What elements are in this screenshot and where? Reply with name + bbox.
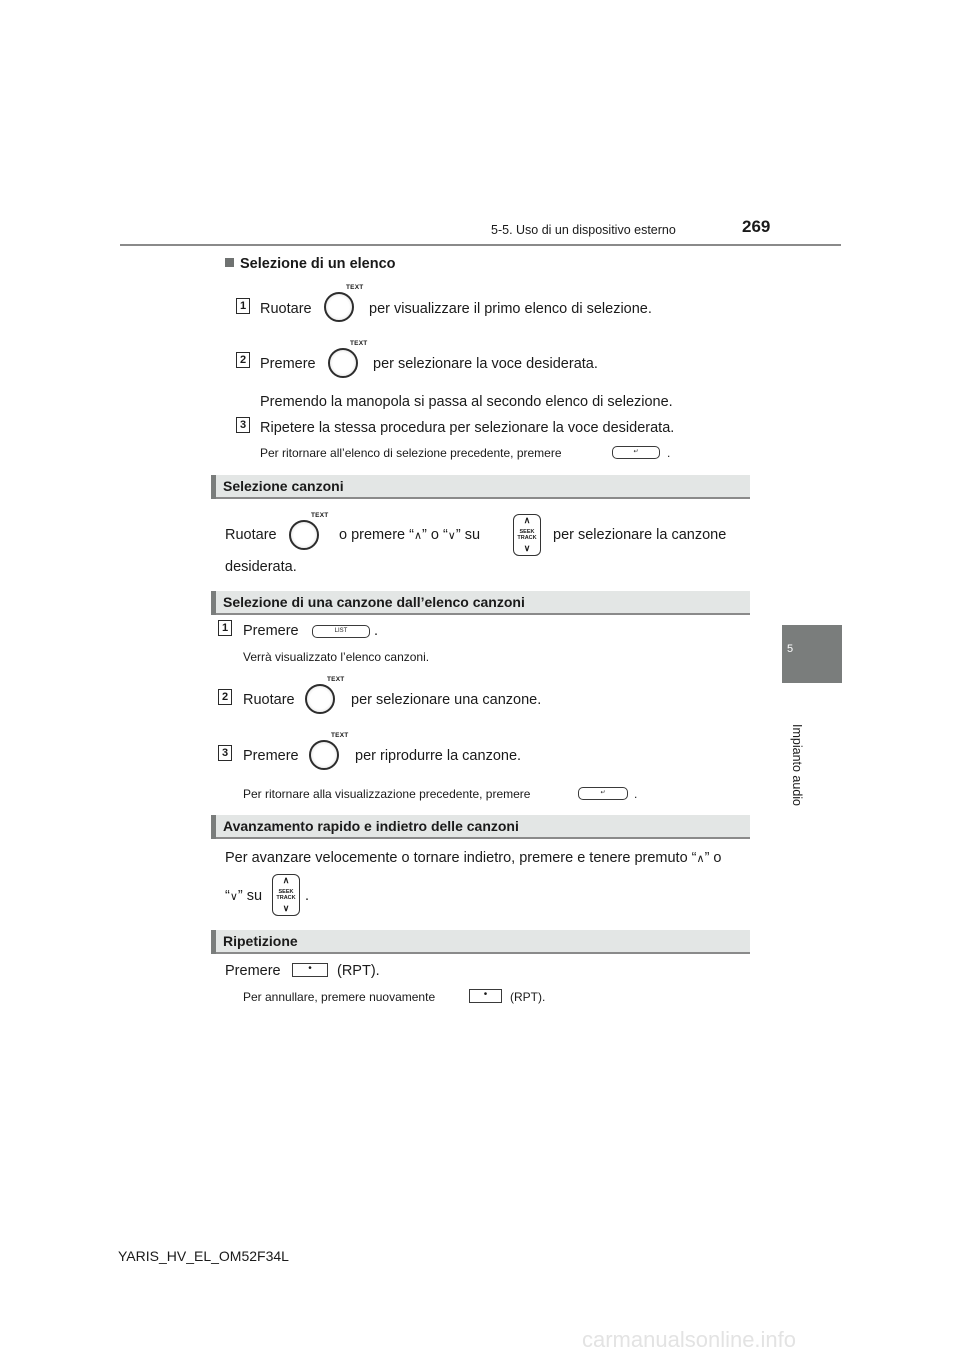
note-text-post: (RPT). (510, 990, 546, 1004)
seek-track-button-icon: ∧ SEEK TRACK ∨ (513, 514, 541, 556)
text-knob-icon: TEXT (324, 292, 354, 322)
note-text-post: . (667, 446, 671, 460)
step-extra-text: Premendo la manopola si passa al secondo elenco di selezione. (260, 394, 673, 410)
body-text-post: (RPT). (337, 963, 380, 979)
up-caret-icon: ∧ (413, 530, 423, 542)
list-button-icon: LIST (312, 625, 370, 638)
body-text: Per avanzare velocemente o tornare indietro, premere e tenere premuto “∧” o (225, 850, 722, 866)
step-number: 2 (218, 689, 232, 705)
note-text-pre: Per ritornare alla visualizzazione precedente, premere (243, 787, 531, 801)
section-band (211, 930, 750, 954)
body-text: . (305, 888, 310, 904)
note-text-pre: Per annullare, premere nuovamente (243, 990, 436, 1004)
document-id: YARIS_HV_EL_OM52F34L (118, 1248, 289, 1264)
step-number: 3 (218, 745, 232, 761)
note-text-post: . (634, 787, 638, 801)
note-text-pre: Per ritornare all’elenco di selezione precedente, premere (260, 446, 562, 460)
section-band (211, 591, 750, 615)
section-band-title: Selezione di una canzone dall’elenco canzoni (223, 594, 525, 610)
text-knob-icon: TEXT (309, 740, 339, 770)
note-text: Verrà visualizzato l’elenco canzoni. (243, 650, 430, 664)
section-band (211, 475, 750, 499)
step-text-pre: Ruotare (243, 692, 295, 708)
step-text-pre: Premere (243, 623, 299, 639)
chapter-number: 5 (787, 643, 794, 655)
section-title: 5-5. Uso di un dispositivo esterno (491, 223, 676, 237)
body-text: desiderata. (225, 559, 297, 575)
section-band-title: Ripetizione (223, 933, 298, 949)
step-number: 2 (236, 352, 250, 368)
text-knob-icon: TEXT (328, 348, 358, 378)
body-text-pre: Premere (225, 963, 281, 979)
text-knob-icon: TEXT (305, 684, 335, 714)
seek-track-button-icon: ∧ SEEK TRACK ∨ (272, 874, 300, 916)
rpt-button-icon: • (469, 989, 502, 1003)
body-text: per selezionare la canzone (553, 527, 727, 543)
step-text-pre: Premere (260, 356, 316, 372)
section-band-title: Avanzamento rapido e indietro delle canzoni (223, 818, 519, 834)
step-number: 3 (236, 417, 250, 433)
page-number: 269 (742, 217, 771, 236)
step-text-pre: Ruotare (260, 301, 312, 317)
text-knob-icon: TEXT (289, 520, 319, 550)
section-band (211, 815, 750, 839)
step-number: 1 (218, 620, 232, 636)
body-text: “∨” su (225, 888, 263, 904)
down-caret-icon: ∨ (447, 530, 456, 542)
up-caret-icon: ∧ (696, 853, 705, 865)
chapter-title: Impianto audio (790, 724, 804, 807)
step-text-post: per selezionare la voce desiderata. (373, 356, 598, 372)
step-text-pre: Premere (243, 748, 299, 764)
step-text-post: . (374, 623, 379, 639)
back-button-icon: ↵ (578, 787, 628, 800)
step-number: 1 (236, 298, 250, 314)
step-text-post: per selezionare una canzone. (351, 692, 542, 708)
watermark-site: carmanualsonline.info (582, 1327, 797, 1352)
square-bullet-icon (225, 258, 234, 267)
header-rule (120, 244, 841, 246)
body-text: o premere “∧” o “∨” su (339, 527, 481, 543)
section-band-title: Selezione canzoni (223, 478, 344, 494)
step-text-post: per riprodurre la canzone. (355, 748, 522, 764)
step-text: Ripetere la stessa procedura per selezionare la voce desiderata. (260, 420, 675, 436)
body-text: Ruotare (225, 527, 277, 543)
rpt-button-icon: • (292, 963, 328, 977)
subsection-title: Selezione di un elenco (225, 256, 396, 272)
back-button-icon: ↵ (612, 446, 660, 459)
down-caret-icon: ∨ (229, 891, 238, 903)
step-text-post: per visualizzare il primo elenco di selezione. (369, 301, 652, 317)
